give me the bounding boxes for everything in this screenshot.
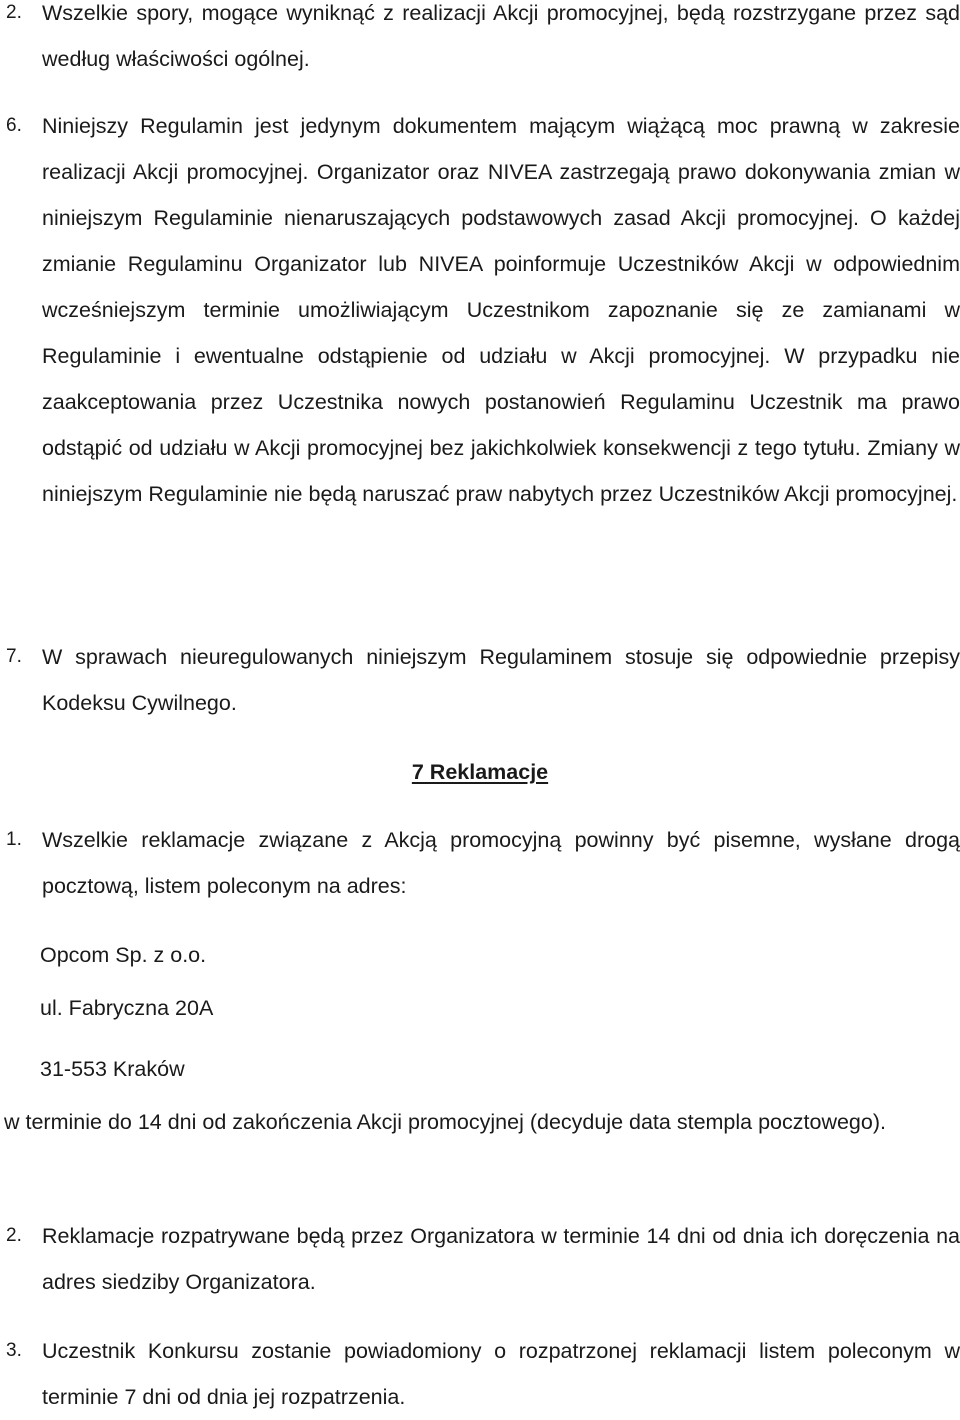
address-city: 31-553 Kraków	[40, 1057, 185, 1081]
paragraph-text: Uczestnik Konkursu zostanie powiadomiony o rozpatrzonej reklamacji listem poleconym w terminie 7 dni od dnia jej rozpatrzenia.	[42, 1339, 960, 1409]
paragraph-text: Wszelkie spory, mogące wyniknąć z realizacji Akcji promocyjnej, będą rozstrzygane przez sąd według właściwości ogólnej.	[42, 1, 960, 71]
paragraph-number: 2.	[6, 1225, 22, 1246]
address-company: Opcom Sp. z o.o.	[40, 943, 207, 967]
section-heading	[0, 757, 960, 787]
paragraph-text: Reklamacje rozpatrywane będą przez Organizatora w terminie 14 dni od dnia ich doręczenia na adres siedziby Organizatora.	[42, 1224, 960, 1294]
deadline-paragraph	[0, 1099, 960, 1145]
paragraph-6	[0, 103, 960, 517]
paragraph-7	[0, 634, 960, 726]
section-heading-text: 7 Reklamacje	[411, 760, 549, 784]
paragraph-2	[0, 0, 960, 82]
complaint-1	[0, 817, 960, 909]
paragraph-text: W sprawach nieuregulowanych niniejszym Regulaminem stosuje się odpowiednie przepisy Kodeksu Cywilnego.	[42, 645, 960, 715]
paragraph-number: 3.	[6, 1340, 22, 1361]
complaint-3	[0, 1328, 960, 1420]
paragraph-number: 6.	[6, 115, 22, 136]
paragraph-text: Wszelkie reklamacje związane z Akcją promocyjną powinny być pisemne, wysłane drogą pocztową, listem poleconym na adres:	[42, 828, 960, 898]
paragraph-text: Niniejszy Regulamin jest jedynym dokumentem mającym wiążącą moc prawną w zakresie realizacji Akcji promocyjnej. Organizator oraz NIVEA zastrzegają prawo dokonywania zmian w niniejszym Regulaminie nienaruszających podstawowych zasad Akcji promocyjnej. O każdej zmianie Regulaminu Organizator lub NIVEA poinformuje Uczestników Akcji w odpowiednim wcześniejszym terminie umożliwiającym Uczestnikom zapoznanie się ze zamianami w Regulaminie i ewentualne odstąpienie od udziału w Akcji promocyjnej. W przypadku nie zaakceptowania przez Uczestnika nowych postanowień Regulaminu Uczestnik ma prawo odstąpić od udziału w Akcji promocyjnej bez jakichkolwiek konsekwencji z tego tytułu. Zmiany w niniejszym Regulaminie nie będą naruszać praw nabytych przez Uczestników Akcji promocyjnej.	[42, 114, 960, 506]
paragraph-number: 2.	[6, 2, 22, 23]
paragraph-number: 7.	[6, 646, 22, 667]
paragraph-number: 1.	[6, 829, 22, 850]
complaint-2	[0, 1213, 960, 1305]
address-street: ul. Fabryczna 20A	[40, 996, 214, 1020]
paragraph-text: w terminie do 14 dni od zakończenia Akcji promocyjnej (decyduje data stempla pocztowego).	[4, 1110, 886, 1134]
